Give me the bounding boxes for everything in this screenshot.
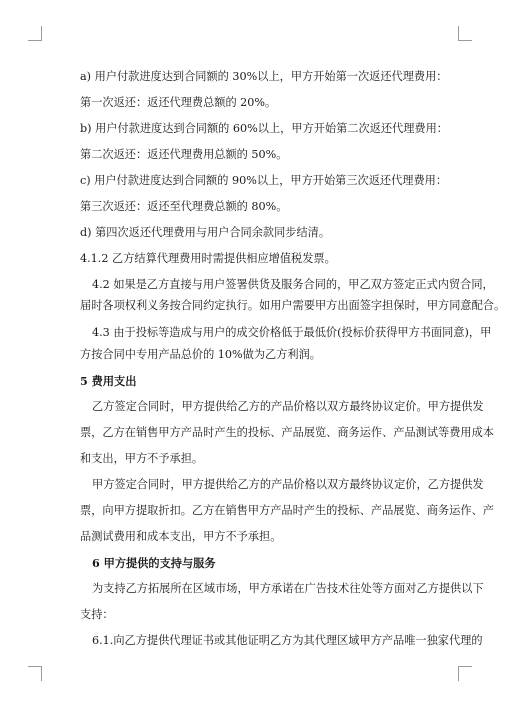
- section-heading-5: 5 费用支出: [80, 374, 137, 388]
- text-line-6-1: 6.1.向乙方提供代理证书或其他证明乙方为其代理区域甲方产品唯一独家代理的: [92, 634, 483, 647]
- text-line-6-p1-2: 支持：: [80, 608, 114, 621]
- section-heading-6: 6 甲方提供的支持与服务: [92, 556, 216, 570]
- text-line-4-2: 4.2 如果是乙方直接与用户签署供货及服务合同的，甲乙双方签定正式内贸合同，: [92, 278, 494, 291]
- crop-mark-top-right-v: [458, 26, 459, 41]
- crop-mark-top-left-v: [41, 26, 42, 41]
- crop-mark-bottom-left-h: [28, 666, 42, 667]
- text-line-d: d) 第四次返还代理费用与用户合同余款同步结清。: [80, 226, 331, 239]
- text-line-4-2-cont: 届时各项权利义务按合同约定执行。如用户需要甲方出面签字担保时，甲方同意配合。: [80, 299, 505, 312]
- text-line-5-p1-2: 票，乙方在销售甲方产品时产生的投标、产品展览、商务运作、产品测试等费用成本: [80, 426, 494, 439]
- text-line-second-return: 第二次返还：返还代理费用总额的 50%。: [80, 148, 288, 161]
- crop-mark-top-right-h: [458, 40, 472, 41]
- crop-mark-top-left-h: [28, 40, 42, 41]
- text-line-5-p2-3: 品测试费用和成本支出，甲方不予承担。: [80, 530, 282, 543]
- text-line-4-1-2: 4.1.2 乙方结算代理费用时需提供相应增值税发票。: [80, 252, 336, 265]
- text-line-third-return: 第三次返还：返还至代理费总额的 80%。: [80, 200, 288, 213]
- text-line-5-p2-1: 甲方签定合同时，甲方提供给乙方的产品价格以双方最终协议定价，乙方提供发: [92, 478, 484, 491]
- crop-mark-bottom-right-h: [458, 666, 472, 667]
- text-line-4-3-cont: 方按合同中专用产品总价的 10%做为乙方利润。: [80, 348, 321, 361]
- crop-mark-bottom-right-v: [458, 666, 459, 681]
- text-line-5-p1-1: 乙方签定合同时，甲方提供给乙方的产品价格以双方最终协议定价。甲方提供发: [92, 400, 484, 413]
- text-line-5-p2-2: 票，向甲方提取折扣。乙方在销售甲方产品时产生的投标、产品展览、商务运作、产: [80, 504, 494, 517]
- text-line-first-return: 第一次返还：返还代理费总额的 20%。: [80, 96, 277, 109]
- text-line-6-p1-1: 为支持乙方拓展所在区域市场，甲方承诺在广告技术往处等方面对乙方提供以下: [92, 582, 484, 595]
- text-line-4-3: 4.3 由于投标等造成与用户的成交价格低于最低价(投标价获得甲方书面同意)，甲: [92, 326, 492, 339]
- text-line-5-p1-3: 和支出，甲方不予承担。: [80, 452, 204, 465]
- crop-mark-bottom-left-v: [41, 666, 42, 681]
- text-line-c: c) 用户付款进度达到合同额的 90%以上，甲方开始第三次返还代理费用：: [80, 174, 448, 187]
- text-line-b: b) 用户付款进度达到合同额的 60%以上，甲方开始第二次返还代理费用：: [80, 122, 448, 135]
- text-line-a: a) 用户付款进度达到合同额的 30%以上，甲方开始第一次返还代理费用：: [80, 70, 448, 83]
